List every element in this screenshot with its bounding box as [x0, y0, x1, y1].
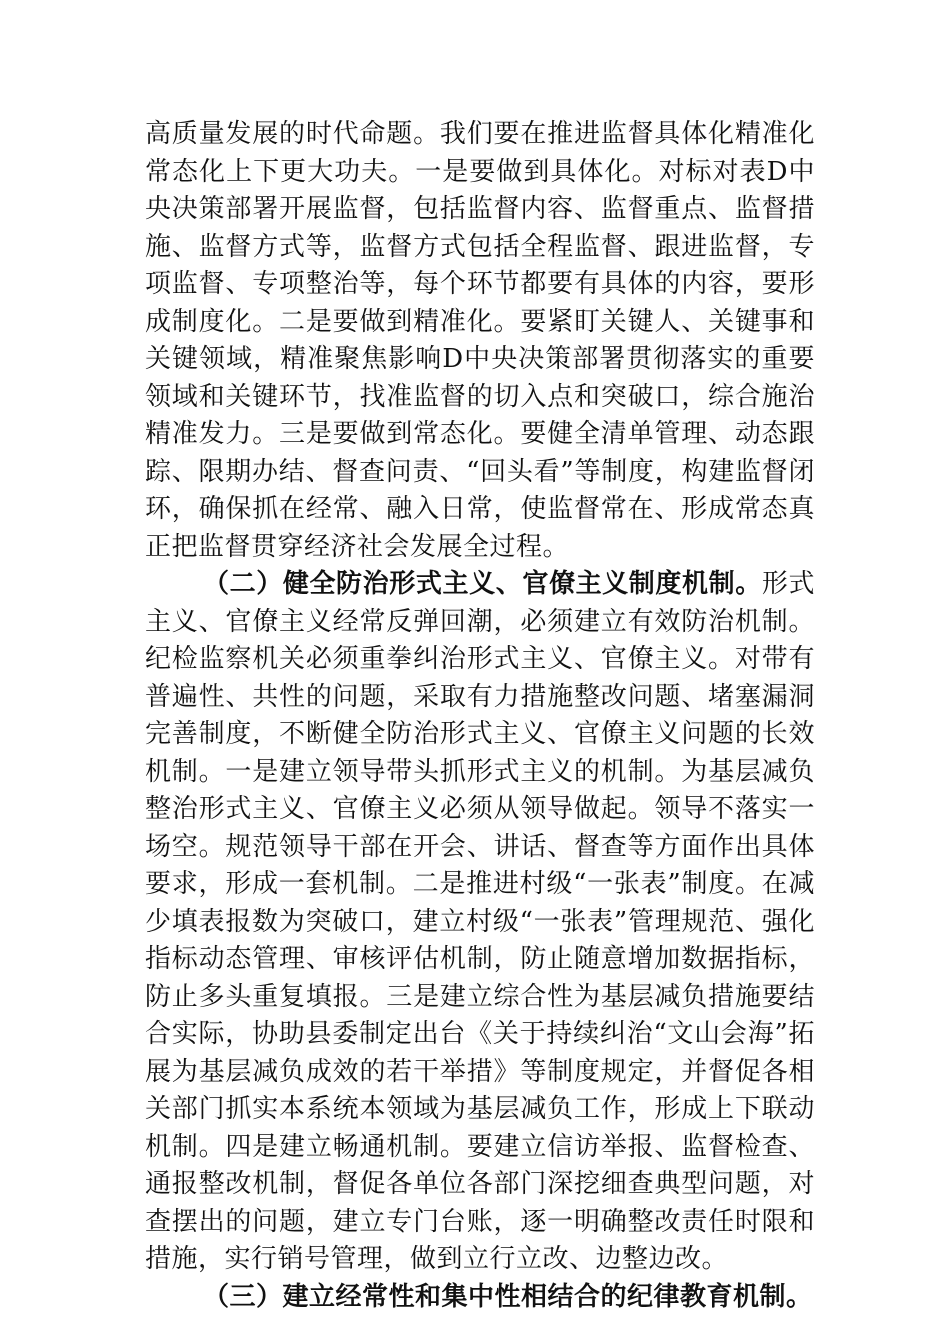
paragraph-2-text: 形式主义、官僚主义经常反弹回潮，必须建立有效防治机制。纪检监察机关必须重拳纠治形式主义、官僚主义。对带有普遍性、共性的问题，采取有力措施整改问题、堵塞漏洞完善制度，不断健全防治形式主义、官僚主义问题的长效机制。一是建立领导带头抓形式主义的机制。为基层减负整治形式主义、官僚主义必须从领导做起。领导不落实一场空。规范领导干部在开会、讲话、督查等方面作出具体要求，形成一套机制。二是推进村级“一张表”制度。在减少填表报数为突破口，建立村级“一张表”管理规范、强化指标动态管理、审核评估机制，防止随意增加数据指标，防止多头重复填报。三是建立综合性为基层减负措施要结合实际，协助县委制定出台《关于持续纠治“文山会海”拓展为基层减负成效的若干举措》等制度规定，并督促各相关部门抓实本系统本领域为基层减负工作，形成上下联动机制。四是建立畅通机制。要建立信访举报、监督检查、通报整改机制，督促各单位各部门深挖细查典型问题，对查摆出的问题，建立专门台账，逐一明确整改责任时限和措施，实行销号管理，做到立行立改、边整边改。: [145, 569, 815, 1274]
paragraph-continuation: [145, 116, 815, 566]
paragraph-section-3: [145, 1279, 815, 1317]
section-2-heading: （二）健全防治形式主义、官僚主义制度机制。: [203, 569, 762, 599]
document-page: [145, 116, 815, 1316]
section-3-heading: （三）建立经常性和集中性相结合的纪律教育机制。: [203, 1281, 813, 1312]
paragraph-1-text: 高质量发展的时代命题。我们要在推进监督具体化精准化常态化上下更大功夫。一是要做到具体化。对标对表D中央决策部署开展监督，包括监督内容、监督重点、监督措施、监督方式等，监督方式包括全程监督、跟进监督，专项监督、专项整治等，每个环节都要有具体的内容，要形成制度化。二是要做到精准化。要紧盯关键人、关键事和关键领域，精准聚焦影响D中央决策部署贯彻落实的重要领域和关键环节，找准监督的切入点和突破口，综合施治精准发力。三是要做到常态化。要健全清单管理、动态跟踪、限期办结、督查问责、“回头看”等制度，构建监督闭环，确保抓在经常、融入日常，使监督常在、形成常态真正把监督贯穿经济社会发展全过程。: [145, 119, 815, 562]
paragraph-section-2: [145, 566, 815, 1279]
